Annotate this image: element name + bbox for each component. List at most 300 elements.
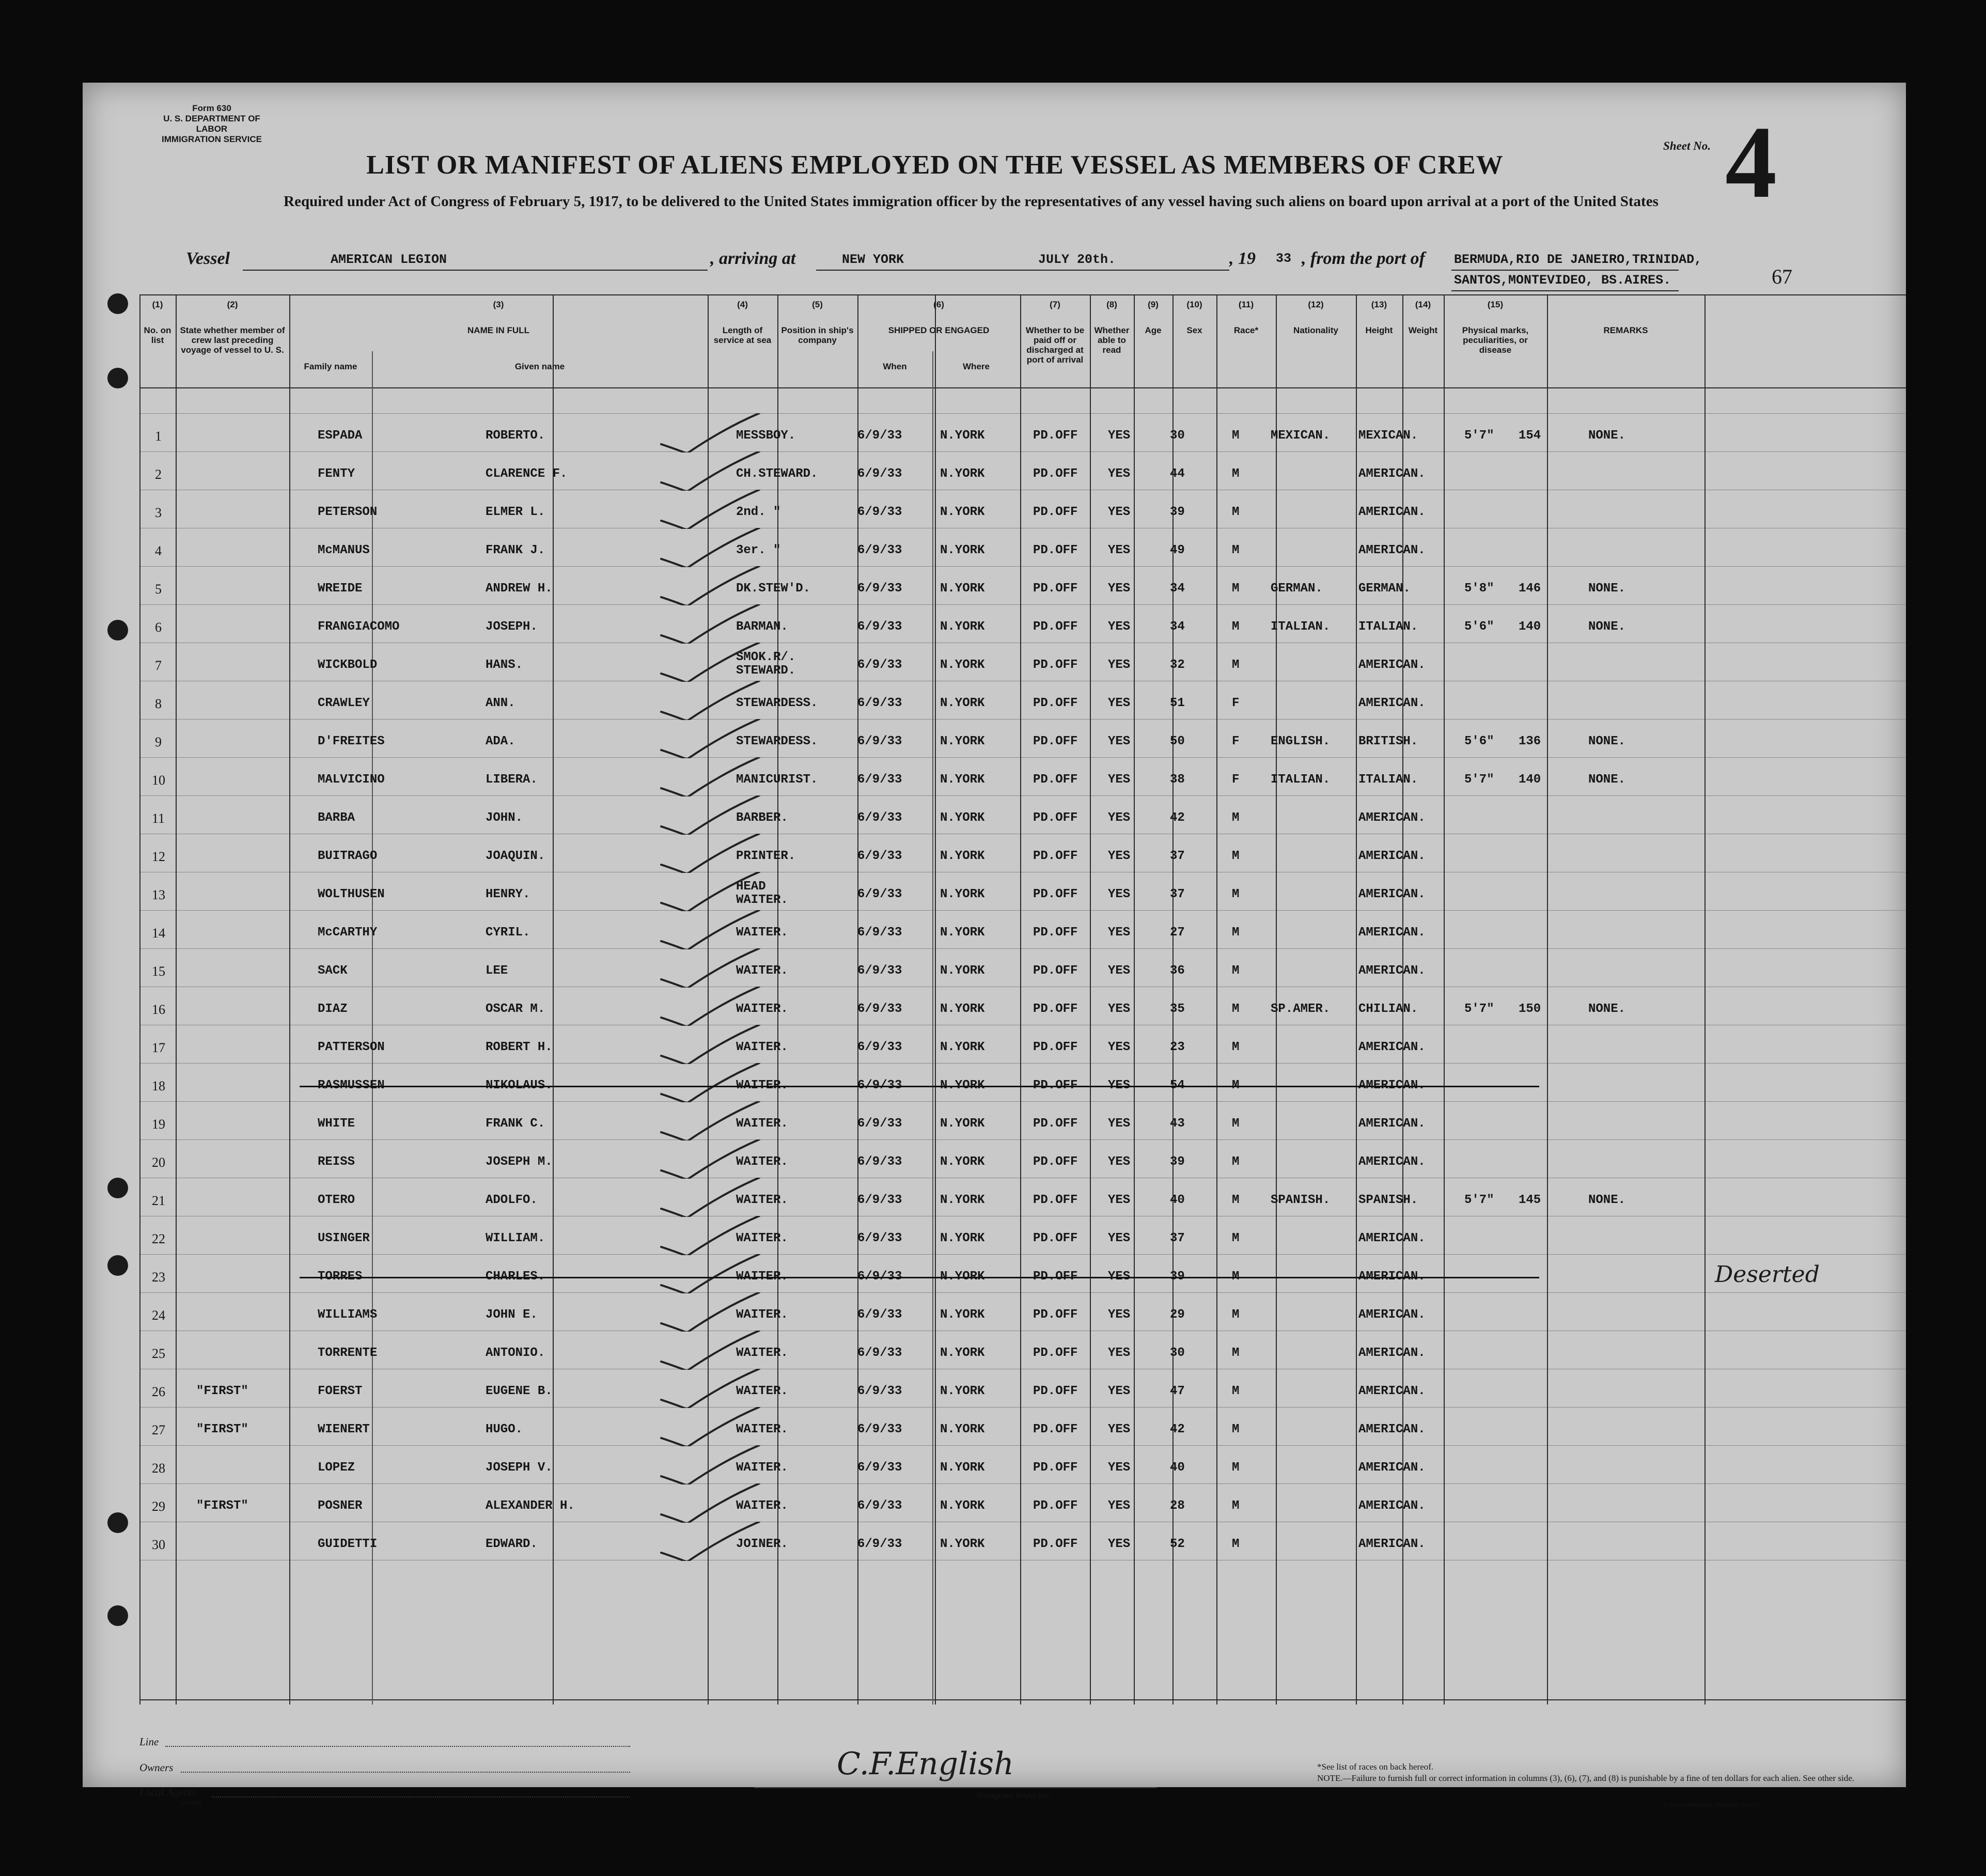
cell-no: 2 xyxy=(155,467,162,482)
column-number: (14) xyxy=(1415,300,1431,309)
table-row xyxy=(83,991,1906,1029)
cell-when: 6/9/33 xyxy=(857,467,902,481)
sheet-number: 4 xyxy=(1725,105,1777,220)
cell-weight: 145 xyxy=(1519,1193,1541,1207)
checkmark-icon xyxy=(640,1369,775,1408)
cell-age: 43 xyxy=(1170,1117,1185,1131)
cell-given: ANN. xyxy=(486,696,515,710)
cell-paid: PD.OFF xyxy=(1033,620,1078,634)
cell-paid: PD.OFF xyxy=(1033,811,1078,825)
column-label: State whether member of crew last preceding voyage of vessel to U. S. xyxy=(180,325,285,355)
cell-paid: PD.OFF xyxy=(1033,887,1078,901)
cell-no: 21 xyxy=(152,1193,165,1208)
cell-where: N.YORK xyxy=(940,1040,985,1054)
checkmark-icon xyxy=(640,987,775,1026)
checkmark-icon xyxy=(640,757,775,796)
cell-height: 5'8" xyxy=(1464,582,1494,596)
cell-when: 6/9/33 xyxy=(857,1040,902,1054)
cell-prev: "FIRST" xyxy=(196,1384,248,1398)
column-label: NAME IN FULL xyxy=(467,325,529,335)
cell-sex: M xyxy=(1232,1193,1240,1207)
cell-nationality: AMERICAN. xyxy=(1358,1155,1426,1169)
cell-sex: F xyxy=(1232,696,1240,710)
cell-marks: NONE. xyxy=(1588,1193,1626,1207)
table-row xyxy=(83,1449,1906,1488)
cell-sex: M xyxy=(1232,926,1240,940)
cell-read: YES xyxy=(1108,887,1131,901)
cell-where: N.YORK xyxy=(940,1499,985,1513)
cell-paid: PD.OFF xyxy=(1033,467,1078,481)
cell-sex: M xyxy=(1232,1002,1240,1016)
cell-position: WAITER. xyxy=(736,964,788,978)
cell-nationality: AMERICAN. xyxy=(1358,849,1426,863)
checkmark-icon xyxy=(640,566,775,605)
checkmark-icon xyxy=(640,834,775,873)
cell-paid: PD.OFF xyxy=(1033,1231,1078,1245)
cell-when: 6/9/33 xyxy=(857,1499,902,1513)
cell-read: YES xyxy=(1108,811,1131,825)
cell-family: PATTERSON xyxy=(318,1040,385,1054)
cell-sex: M xyxy=(1232,964,1240,978)
form-service: IMMIGRATION SERVICE xyxy=(162,134,262,144)
cell-family: USINGER xyxy=(318,1231,370,1245)
cell-nationality: ITALIAN. xyxy=(1358,620,1418,634)
form-department: U. S. DEPARTMENT OF LABOR xyxy=(163,114,260,134)
cell-nationality: AMERICAN. xyxy=(1358,1422,1426,1436)
table-row xyxy=(83,1220,1906,1258)
cell-height: 5'7" xyxy=(1464,1002,1494,1016)
cell-nationality: AMERICAN. xyxy=(1358,467,1426,481)
cell-given: JOHN E. xyxy=(486,1308,538,1322)
cell-given: JOSEPH M. xyxy=(486,1155,553,1169)
cell-height: 5'7" xyxy=(1464,429,1494,443)
year-prefix: , 19 xyxy=(1229,249,1256,268)
cell-age: 42 xyxy=(1170,811,1185,825)
table-row xyxy=(83,838,1906,876)
cell-no: 3 xyxy=(155,505,162,520)
cell-position: WAITER. xyxy=(736,1308,788,1322)
cell-paid: PD.OFF xyxy=(1033,1002,1078,1016)
cell-no: 11 xyxy=(152,811,165,826)
table-row xyxy=(83,456,1906,494)
cell-given: ADOLFO. xyxy=(486,1193,538,1207)
cell-marks: NONE. xyxy=(1588,620,1626,634)
cell-when: 6/9/33 xyxy=(857,734,902,748)
cell-read: YES xyxy=(1108,1422,1131,1436)
footnote-races: *See list of races on back hereof. xyxy=(1317,1762,1434,1772)
cell-read: YES xyxy=(1108,1346,1131,1360)
vessel-line xyxy=(103,249,1704,306)
cell-given: JOSEPH V. xyxy=(486,1461,553,1475)
cell-when: 6/9/33 xyxy=(857,849,902,863)
cell-no: 23 xyxy=(152,1270,165,1285)
cell-height: 5'6" xyxy=(1464,734,1494,748)
cell-position: WAITER. xyxy=(736,1040,788,1054)
cell-no: 13 xyxy=(152,887,165,902)
cell-paid: PD.OFF xyxy=(1033,849,1078,863)
cell-where: N.YORK xyxy=(940,964,985,978)
checkmark-icon xyxy=(640,681,775,720)
cell-read: YES xyxy=(1108,964,1131,978)
cell-position: WAITER. xyxy=(736,1117,788,1131)
table-row xyxy=(83,1144,1906,1182)
cell-when: 6/9/33 xyxy=(857,1193,902,1207)
cell-paid: PD.OFF xyxy=(1033,1461,1078,1475)
cell-age: 34 xyxy=(1170,582,1185,596)
cell-given: HANS. xyxy=(486,658,523,672)
cell-no: 30 xyxy=(152,1537,165,1552)
page-title: LIST OR MANIFEST OF ALIENS EMPLOYED ON THE VESSEL AS MEMBERS OF CREW xyxy=(366,150,1504,180)
cell-no: 22 xyxy=(152,1231,165,1246)
vessel-underline xyxy=(243,270,708,271)
cell-sex: M xyxy=(1232,1040,1240,1054)
cell-position: PRINTER. xyxy=(736,849,796,863)
cell-no: 10 xyxy=(152,773,165,788)
cell-where: N.YORK xyxy=(940,773,985,787)
cell-where: N.YORK xyxy=(940,582,985,596)
cell-nationality: MEXICAN. xyxy=(1358,429,1418,443)
cell-where: N.YORK xyxy=(940,696,985,710)
port-value-2: SANTOS,MONTEVIDEO, BS.AIRES. xyxy=(1454,273,1671,288)
strike-through-line xyxy=(300,1277,1539,1278)
header-top-rule xyxy=(139,294,1906,295)
column-number: (11) xyxy=(1238,300,1254,309)
cell-where: N.YORK xyxy=(940,658,985,672)
cell-read: YES xyxy=(1108,1499,1131,1513)
column-number: (4) xyxy=(737,300,748,309)
cell-height: 5'7" xyxy=(1464,1193,1494,1207)
cell-where: N.YORK xyxy=(940,1461,985,1475)
cell-sex: F xyxy=(1232,734,1240,748)
table-row xyxy=(83,761,1906,800)
cell-family: D'FREITES xyxy=(318,734,385,748)
cell-given: EDWARD. xyxy=(486,1537,538,1551)
cell-given: HENRY. xyxy=(486,887,530,901)
cell-age: 51 xyxy=(1170,696,1185,710)
cell-when: 6/9/33 xyxy=(857,620,902,634)
column-number: (12) xyxy=(1308,300,1324,309)
binder-hole xyxy=(107,1512,128,1533)
cell-age: 52 xyxy=(1170,1537,1185,1551)
cell-family: REISS xyxy=(318,1155,355,1169)
cell-read: YES xyxy=(1108,1155,1131,1169)
cell-given: WILLIAM. xyxy=(486,1231,545,1245)
binder-hole xyxy=(107,1255,128,1276)
cell-no: 5 xyxy=(155,582,162,597)
cell-nationality: AMERICAN. xyxy=(1358,1499,1426,1513)
cell-position: 2nd. " xyxy=(736,505,781,519)
cell-when: 6/9/33 xyxy=(857,582,902,596)
column-label: Sex xyxy=(1186,325,1202,335)
cell-marks: NONE. xyxy=(1588,429,1626,443)
checkmark-icon xyxy=(640,948,775,988)
checkmark-icon xyxy=(640,872,775,911)
cell-age: 40 xyxy=(1170,1193,1185,1207)
table-row xyxy=(83,417,1906,456)
cell-marks: NONE. xyxy=(1588,773,1626,787)
column-sublabel: Where xyxy=(963,362,990,371)
checkmark-icon xyxy=(640,719,775,758)
cell-age: 36 xyxy=(1170,964,1185,978)
cell-when: 6/9/33 xyxy=(857,773,902,787)
cell-read: YES xyxy=(1108,582,1131,596)
table-row xyxy=(83,1258,1906,1296)
cell-read: YES xyxy=(1108,1040,1131,1054)
cell-position: WAITER. xyxy=(736,1499,788,1513)
cell-no: 17 xyxy=(152,1040,165,1055)
cell-sex: M xyxy=(1232,1384,1240,1398)
cell-age: 37 xyxy=(1170,1231,1185,1245)
checkmark-icon xyxy=(640,1483,775,1523)
table-bottom-rule xyxy=(139,1699,1906,1700)
cell-given: OSCAR M. xyxy=(486,1002,545,1016)
cell-no: 25 xyxy=(152,1346,165,1361)
cell-family: WILLIAMS xyxy=(318,1308,378,1322)
column-label: SHIPPED OR ENGAGED xyxy=(888,325,990,335)
cell-when: 6/9/33 xyxy=(857,1308,902,1322)
cell-given: ANTONIO. xyxy=(486,1346,545,1360)
cell-nationality: BRITISH. xyxy=(1358,734,1418,748)
manifest-sheet xyxy=(83,83,1906,1808)
cell-age: 39 xyxy=(1170,1155,1185,1169)
cell-marks: NONE. xyxy=(1588,582,1626,596)
column-number: (2) xyxy=(227,300,238,309)
cell-no: 27 xyxy=(152,1422,165,1437)
cell-paid: PD.OFF xyxy=(1033,1499,1078,1513)
cell-family: WREIDE xyxy=(318,582,363,596)
cell-remarks: Deserted xyxy=(1715,1261,1820,1288)
checkmark-icon xyxy=(640,1522,775,1561)
cell-no: 7 xyxy=(155,658,162,673)
cell-when: 6/9/33 xyxy=(857,887,902,901)
checkmark-icon xyxy=(640,528,775,567)
cell-position: STEWARDESS. xyxy=(736,734,818,748)
cell-sex: M xyxy=(1232,429,1240,443)
cell-family: WOLTHUSEN xyxy=(318,887,385,901)
table-row xyxy=(83,608,1906,647)
sheet-label: Sheet No. xyxy=(1663,139,1711,152)
cell-when: 6/9/33 xyxy=(857,1346,902,1360)
cell-sex: M xyxy=(1232,849,1240,863)
table-row xyxy=(83,1488,1906,1526)
cell-where: N.YORK xyxy=(940,1155,985,1169)
column-number: (1) xyxy=(152,300,163,309)
cell-where: N.YORK xyxy=(940,811,985,825)
page-subtitle: Required under Act of Congress of February 5, 1917, to be delivered to the United States immigration officer by the representatives of any vessel having such aliens on board upon arrival at a port of the United States xyxy=(284,193,1659,210)
cell-given: LIBERA. xyxy=(486,773,538,787)
cell-where: N.YORK xyxy=(940,1117,985,1131)
page-number: 67 xyxy=(1772,265,1792,288)
cell-where: N.YORK xyxy=(940,1193,985,1207)
column-label: Race* xyxy=(1233,325,1259,335)
cell-position: WAITER. xyxy=(736,1193,788,1207)
cell-paid: PD.OFF xyxy=(1033,1308,1078,1322)
column-label: Age xyxy=(1145,325,1162,335)
cell-family: BARBA xyxy=(318,811,355,825)
cell-age: 42 xyxy=(1170,1422,1185,1436)
cell-weight: 136 xyxy=(1519,734,1541,748)
cell-given: HUGO. xyxy=(486,1422,523,1436)
table-row xyxy=(83,914,1906,952)
cell-family: MALVICINO xyxy=(318,773,385,787)
cell-read: YES xyxy=(1108,1117,1131,1131)
cell-given: FRANK J. xyxy=(486,543,545,557)
cell-when: 6/9/33 xyxy=(857,1231,902,1245)
cell-no: 14 xyxy=(152,926,165,941)
cell-position: CH.STEWARD. xyxy=(736,467,818,481)
column-label: Whether able to read xyxy=(1094,325,1130,355)
cell-weight: 154 xyxy=(1519,429,1541,443)
cell-position: JOINER. xyxy=(736,1537,788,1551)
cell-nationality: AMERICAN. xyxy=(1358,696,1426,710)
cell-position: DK.STEW'D. xyxy=(736,582,811,596)
cell-nationality: AMERICAN. xyxy=(1358,811,1426,825)
checkmark-icon xyxy=(640,910,775,949)
table-row xyxy=(83,1067,1906,1105)
cell-family: TORRENTE xyxy=(318,1346,378,1360)
cell-age: 23 xyxy=(1170,1040,1185,1054)
column-number: (5) xyxy=(812,300,823,309)
cell-position: WAITER. xyxy=(736,926,788,940)
cell-where: N.YORK xyxy=(940,1346,985,1360)
cell-position: WAITER. xyxy=(736,1346,788,1360)
cell-when: 6/9/33 xyxy=(857,1002,902,1016)
cell-nationality: AMERICAN. xyxy=(1358,1040,1426,1054)
from-port-label: , from the port of xyxy=(1302,249,1425,268)
column-number: (8) xyxy=(1106,300,1117,309)
cell-age: 29 xyxy=(1170,1308,1185,1322)
cell-paid: PD.OFF xyxy=(1033,1346,1078,1360)
port-underline-1 xyxy=(1451,270,1679,271)
cell-paid: PD.OFF xyxy=(1033,505,1078,519)
cell-nationality: AMERICAN. xyxy=(1358,1461,1426,1475)
form-number: Form 630 xyxy=(192,103,231,113)
cell-nationality: AMERICAN. xyxy=(1358,1117,1426,1131)
cell-no: 19 xyxy=(152,1117,165,1132)
cell-age: 30 xyxy=(1170,1346,1185,1360)
cell-family: GUIDETTI xyxy=(318,1537,378,1551)
column-sublabel: Given name xyxy=(514,362,565,371)
cell-age: 27 xyxy=(1170,926,1185,940)
cell-family: SACK xyxy=(318,964,348,978)
cell-marks: NONE. xyxy=(1588,1002,1626,1016)
line-field xyxy=(165,1746,630,1747)
cell-where: N.YORK xyxy=(940,1537,985,1551)
table-row xyxy=(83,1373,1906,1411)
cell-position: MANICURIST. xyxy=(736,773,818,787)
vessel-label: Vessel xyxy=(186,249,230,268)
cell-given: EUGENE B. xyxy=(486,1384,553,1398)
footnote xyxy=(1317,1761,1859,1784)
cell-sex: M xyxy=(1232,1155,1240,1169)
arriving-label: , arriving at xyxy=(710,249,796,268)
checkmark-icon xyxy=(640,1407,775,1446)
arrival-date: JULY 20th. xyxy=(1038,252,1116,267)
cell-race: SPANISH. xyxy=(1271,1193,1331,1207)
cell-where: N.YORK xyxy=(940,505,985,519)
position-line: STEWARD. xyxy=(736,664,796,678)
cell-sex: M xyxy=(1232,658,1240,672)
cell-nationality: CHILIAN. xyxy=(1358,1002,1418,1016)
cell-read: YES xyxy=(1108,1308,1131,1322)
checkmark-icon xyxy=(640,1101,775,1140)
cell-read: YES xyxy=(1108,696,1131,710)
cell-where: N.YORK xyxy=(940,1231,985,1245)
checkmark-icon xyxy=(640,1063,775,1102)
cell-no: 20 xyxy=(152,1155,165,1170)
cell-given: CLARENCE F. xyxy=(486,467,568,481)
cell-read: YES xyxy=(1108,620,1131,634)
cell-given: ADA. xyxy=(486,734,515,748)
cell-no: 1 xyxy=(155,429,162,444)
year-value: 33 xyxy=(1276,251,1292,266)
cell-family: McMANUS xyxy=(318,543,370,557)
cell-paid: PD.OFF xyxy=(1033,543,1078,557)
cell-age: 39 xyxy=(1170,505,1185,519)
cell-when: 6/9/33 xyxy=(857,1155,902,1169)
column-number: (9) xyxy=(1148,300,1159,309)
cell-nationality: ITALIAN. xyxy=(1358,773,1418,787)
checkmark-icon xyxy=(640,490,775,529)
cell-read: YES xyxy=(1108,1461,1131,1475)
cell-nationality: AMERICAN. xyxy=(1358,505,1426,519)
cell-family: FRANGIACOMO xyxy=(318,620,400,634)
cell-nationality: SPANISH. xyxy=(1358,1193,1418,1207)
cell-given: ANDREW H. xyxy=(486,582,553,596)
cell-read: YES xyxy=(1108,1384,1131,1398)
port-underline-2 xyxy=(1451,290,1679,291)
cell-given: LEE xyxy=(486,964,508,978)
cell-family: LOPEZ xyxy=(318,1461,355,1475)
cell-position: 3er. " xyxy=(736,543,781,557)
cell-age: 32 xyxy=(1170,658,1185,672)
cell-no: 8 xyxy=(155,696,162,711)
cell-no: 24 xyxy=(152,1308,165,1323)
cell-height: 5'6" xyxy=(1464,620,1494,634)
local-agents-label: Local Agents xyxy=(139,1786,196,1799)
cell-position: WAITER. xyxy=(736,1422,788,1436)
manifest-footer xyxy=(83,1705,1906,1808)
printer-note: U. S. GOVERNMENT PRINTING OFFICE xyxy=(1663,1803,1760,1808)
cell-given: ROBERT H. xyxy=(486,1040,553,1054)
table-row xyxy=(83,494,1906,532)
cell-sex: M xyxy=(1232,620,1240,634)
cell-sex: M xyxy=(1232,543,1240,557)
column-label: Nationality xyxy=(1293,325,1338,335)
cell-family: DIAZ xyxy=(318,1002,348,1016)
cell-paid: PD.OFF xyxy=(1033,1117,1078,1131)
cell-no: 4 xyxy=(155,543,162,558)
cell-where: N.YORK xyxy=(940,734,985,748)
cell-when: 6/9/33 xyxy=(857,811,902,825)
row-rule xyxy=(139,413,1906,414)
cell-paid: PD.OFF xyxy=(1033,1537,1078,1551)
cell-sex: M xyxy=(1232,1308,1240,1322)
cell-when: 6/9/33 xyxy=(857,696,902,710)
checkmark-icon xyxy=(640,413,775,452)
table-row xyxy=(83,723,1906,761)
table-row xyxy=(83,1182,1906,1220)
cell-sex: M xyxy=(1232,1117,1240,1131)
cell-paid: PD.OFF xyxy=(1033,1422,1078,1436)
cell-no: 26 xyxy=(152,1384,165,1399)
cell-where: N.YORK xyxy=(940,620,985,634)
inspector-signature: C.F.English xyxy=(837,1746,1014,1782)
cell-paid: PD.OFF xyxy=(1033,1384,1078,1398)
cell-paid: PD.OFF xyxy=(1033,658,1078,672)
cell-nationality: AMERICAN. xyxy=(1358,926,1426,940)
cell-when: 6/9/33 xyxy=(857,658,902,672)
